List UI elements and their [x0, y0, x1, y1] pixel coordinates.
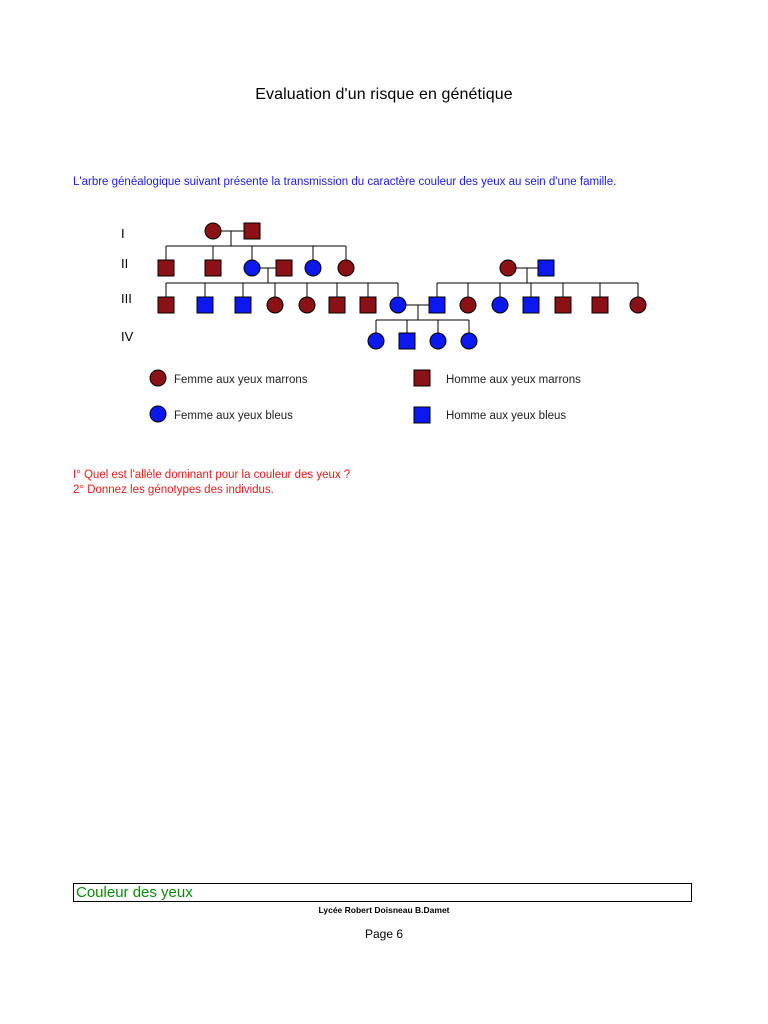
generation-iv-individuals	[368, 333, 477, 349]
generation-iii-individuals	[158, 297, 646, 313]
female-brown-symbol	[205, 223, 221, 239]
generation-label-ii: II	[121, 256, 129, 271]
legend-female-blue-icon	[150, 406, 166, 422]
footer-title: Couleur des yeux	[76, 884, 193, 901]
female-brown-symbol	[630, 297, 646, 313]
male-brown-symbol	[360, 297, 376, 313]
male-blue-symbol	[523, 297, 539, 313]
page-number: Page 6	[364, 927, 404, 941]
male-blue-symbol	[429, 297, 445, 313]
generation-ii-individuals	[158, 260, 554, 276]
male-blue-symbol	[235, 297, 251, 313]
male-brown-symbol	[158, 260, 174, 276]
legend-female-brown-label: Femme aux yeux marrons	[174, 374, 308, 386]
male-brown-symbol	[276, 260, 292, 276]
female-blue-symbol	[305, 260, 321, 276]
female-blue-symbol	[430, 333, 446, 349]
generation-label-i: I	[121, 226, 125, 241]
intro-text: L'arbre généalogique suivant présente la transmission du caractère couleur des yeux au sein d'une famille.	[73, 176, 617, 188]
male-blue-symbol	[197, 297, 213, 313]
male-brown-symbol	[555, 297, 571, 313]
pedigree-chart	[0, 0, 768, 440]
female-blue-symbol	[461, 333, 477, 349]
legend-female-blue-label: Femme aux yeux bleus	[174, 410, 293, 422]
female-brown-symbol	[267, 297, 283, 313]
legend-male-brown-icon	[414, 370, 430, 386]
male-brown-symbol	[592, 297, 608, 313]
male-blue-symbol	[538, 260, 554, 276]
female-blue-symbol	[492, 297, 508, 313]
female-brown-symbol	[460, 297, 476, 313]
male-brown-symbol	[158, 297, 174, 313]
female-blue-symbol	[244, 260, 260, 276]
generation-label-iv: IV	[121, 329, 134, 344]
male-blue-symbol	[399, 333, 415, 349]
page-title: Evaluation d'un risque en génétique	[255, 86, 513, 103]
female-brown-symbol	[299, 297, 315, 313]
question-2: 2° Donnez les génotypes des individus.	[73, 484, 274, 496]
footer-credit: Lycée Robert Doisneau B.Damet	[318, 905, 450, 915]
male-brown-symbol	[205, 260, 221, 276]
female-blue-symbol	[390, 297, 406, 313]
female-brown-symbol	[338, 260, 354, 276]
pedigree-lines	[166, 231, 638, 333]
legend-male-blue-icon	[414, 407, 430, 423]
male-brown-symbol	[244, 223, 260, 239]
legend-female-brown-icon	[150, 370, 166, 386]
generation-label-iii: III	[121, 291, 132, 306]
question-1: I° Quel est l'allèle dominant pour la couleur des yeux ?	[73, 469, 351, 481]
footer-title-box	[73, 883, 692, 902]
legend-male-blue-label: Homme aux yeux bleus	[446, 410, 567, 422]
legend-male-brown-label: Homme aux yeux marrons	[446, 374, 581, 386]
female-blue-symbol	[368, 333, 384, 349]
male-brown-symbol	[329, 297, 345, 313]
female-brown-symbol	[500, 260, 516, 276]
